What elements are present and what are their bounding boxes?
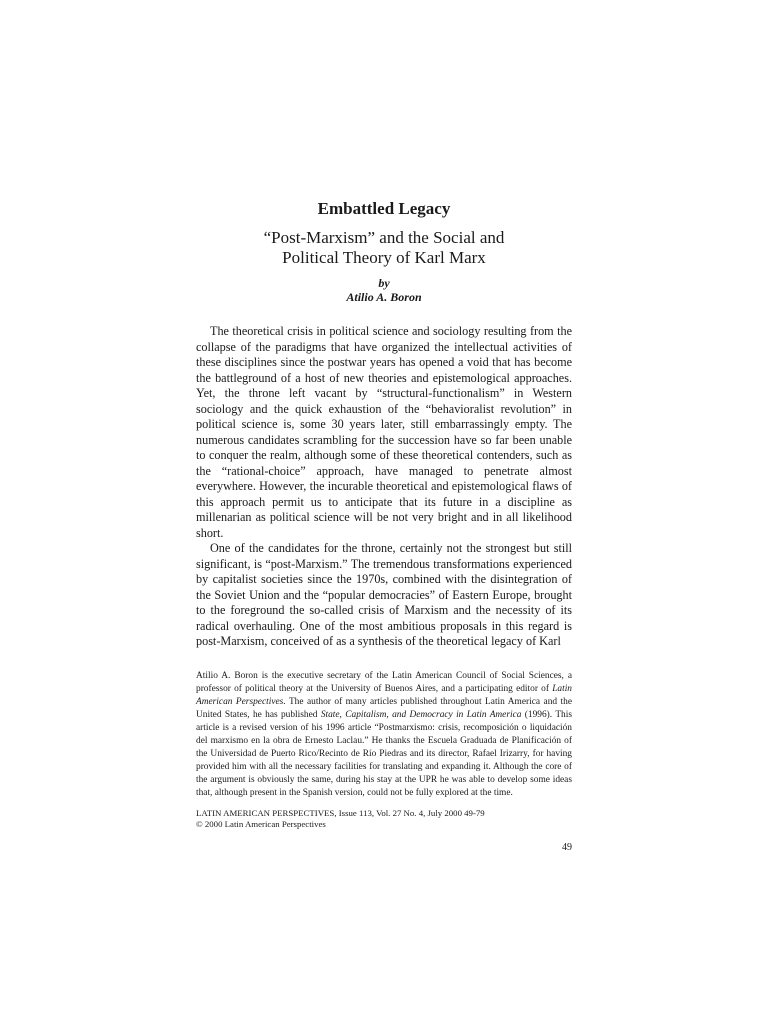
author-note — [196, 670, 572, 800]
author-note-text-3: (1996). This article is a revised version of his 1996 article “Postmarxismo: crisis, recomposición o liquidación del marxismo en la obra de Ernesto Laclau.” He thanks the Escuela Graduada de Planificación of the Universidad de Puerto Rico/Recinto de Río Piedras and its director, Rafael Irizarry, for having provided him with all the necessary facilities for translating and expanding it. Although the core of the argument is obviously the same, during his stay at the UPR he was able to develop some ideas that, although present in the Spanish version, could not be fully explored at the time. — [196, 710, 572, 798]
journal-citation — [196, 808, 572, 830]
body-paragraph-2: One of the candidates for the throne, certainly not the strongest but still significant, is “post-Marxism.” The tremendous transformations experienced by capitalist societies since the 1970s, combined with the disintegration of the Soviet Union and the “popular democracies” of Eastern Europe, brought to the foreground the so-called crisis of Marxism and the necessity of its radical overhauling. One of the most ambitious proposals in this regard is post-Marxism, conceived of as a synthesis of the theoretical legacy of Karl — [196, 541, 572, 648]
article-body — [196, 324, 572, 650]
article-title: Embattled Legacy — [317, 199, 451, 218]
subtitle-line-2: Political Theory of Karl Marx — [282, 248, 486, 267]
page-number: 49 — [562, 842, 572, 853]
author-note-paragraph — [196, 670, 572, 800]
author-name: Atilio A. Boron — [346, 290, 422, 304]
author-note-book-italic: State, Capitalism, and Democracy in Latin America — [320, 710, 522, 720]
byline-by: by — [378, 276, 390, 290]
citation-line-2: © 2000 Latin American Perspectives — [196, 819, 326, 829]
author-note-journal-italic: Latin American Perspectives — [196, 684, 572, 707]
author-note-text-1: Atilio A. Boron is the executive secretary of the Latin American Council of Social Sciences, a professor of political theory at the University of Buenos Aires, and a participating editor of — [196, 671, 572, 694]
article-subtitle — [0, 228, 768, 268]
citation-line-1: LATIN AMERICAN PERSPECTIVES, Issue 113, Vol. 27 No. 4, July 2000 49-79 — [196, 808, 485, 818]
subtitle-line-1: “Post-Marxism” and the Social and — [263, 228, 505, 247]
byline — [0, 276, 768, 304]
author-note-text-2: . The author of many articles published throughout Latin America and the United States, he has published — [196, 697, 572, 720]
body-paragraph-1: The theoretical crisis in political science and sociology resulting from the collapse of the paradigms that have organized the intellectual activities of these disciplines since the postwar years has opened a void that has become the battleground of a host of new theories and epistemological approaches. Yet, the throne left vacant by “structural-functionalism” in Western sociology and the quick exhaustion of the “behavioralist revolution” in political science is, some 30 years later, still embarrassingly empty. The numerous candidates scrambling for the succession have so far been unable to conquer the realm, although some of these theoretical contenders, such as the “rational-choice” approach, have managed to penetrate almost everywhere. However, the incurable theoretical and epistemological flaws of this approach permit us to anticipate that its future in a discipline as millenarian as political science will be not very bright and in all likelihood short. — [196, 324, 572, 540]
